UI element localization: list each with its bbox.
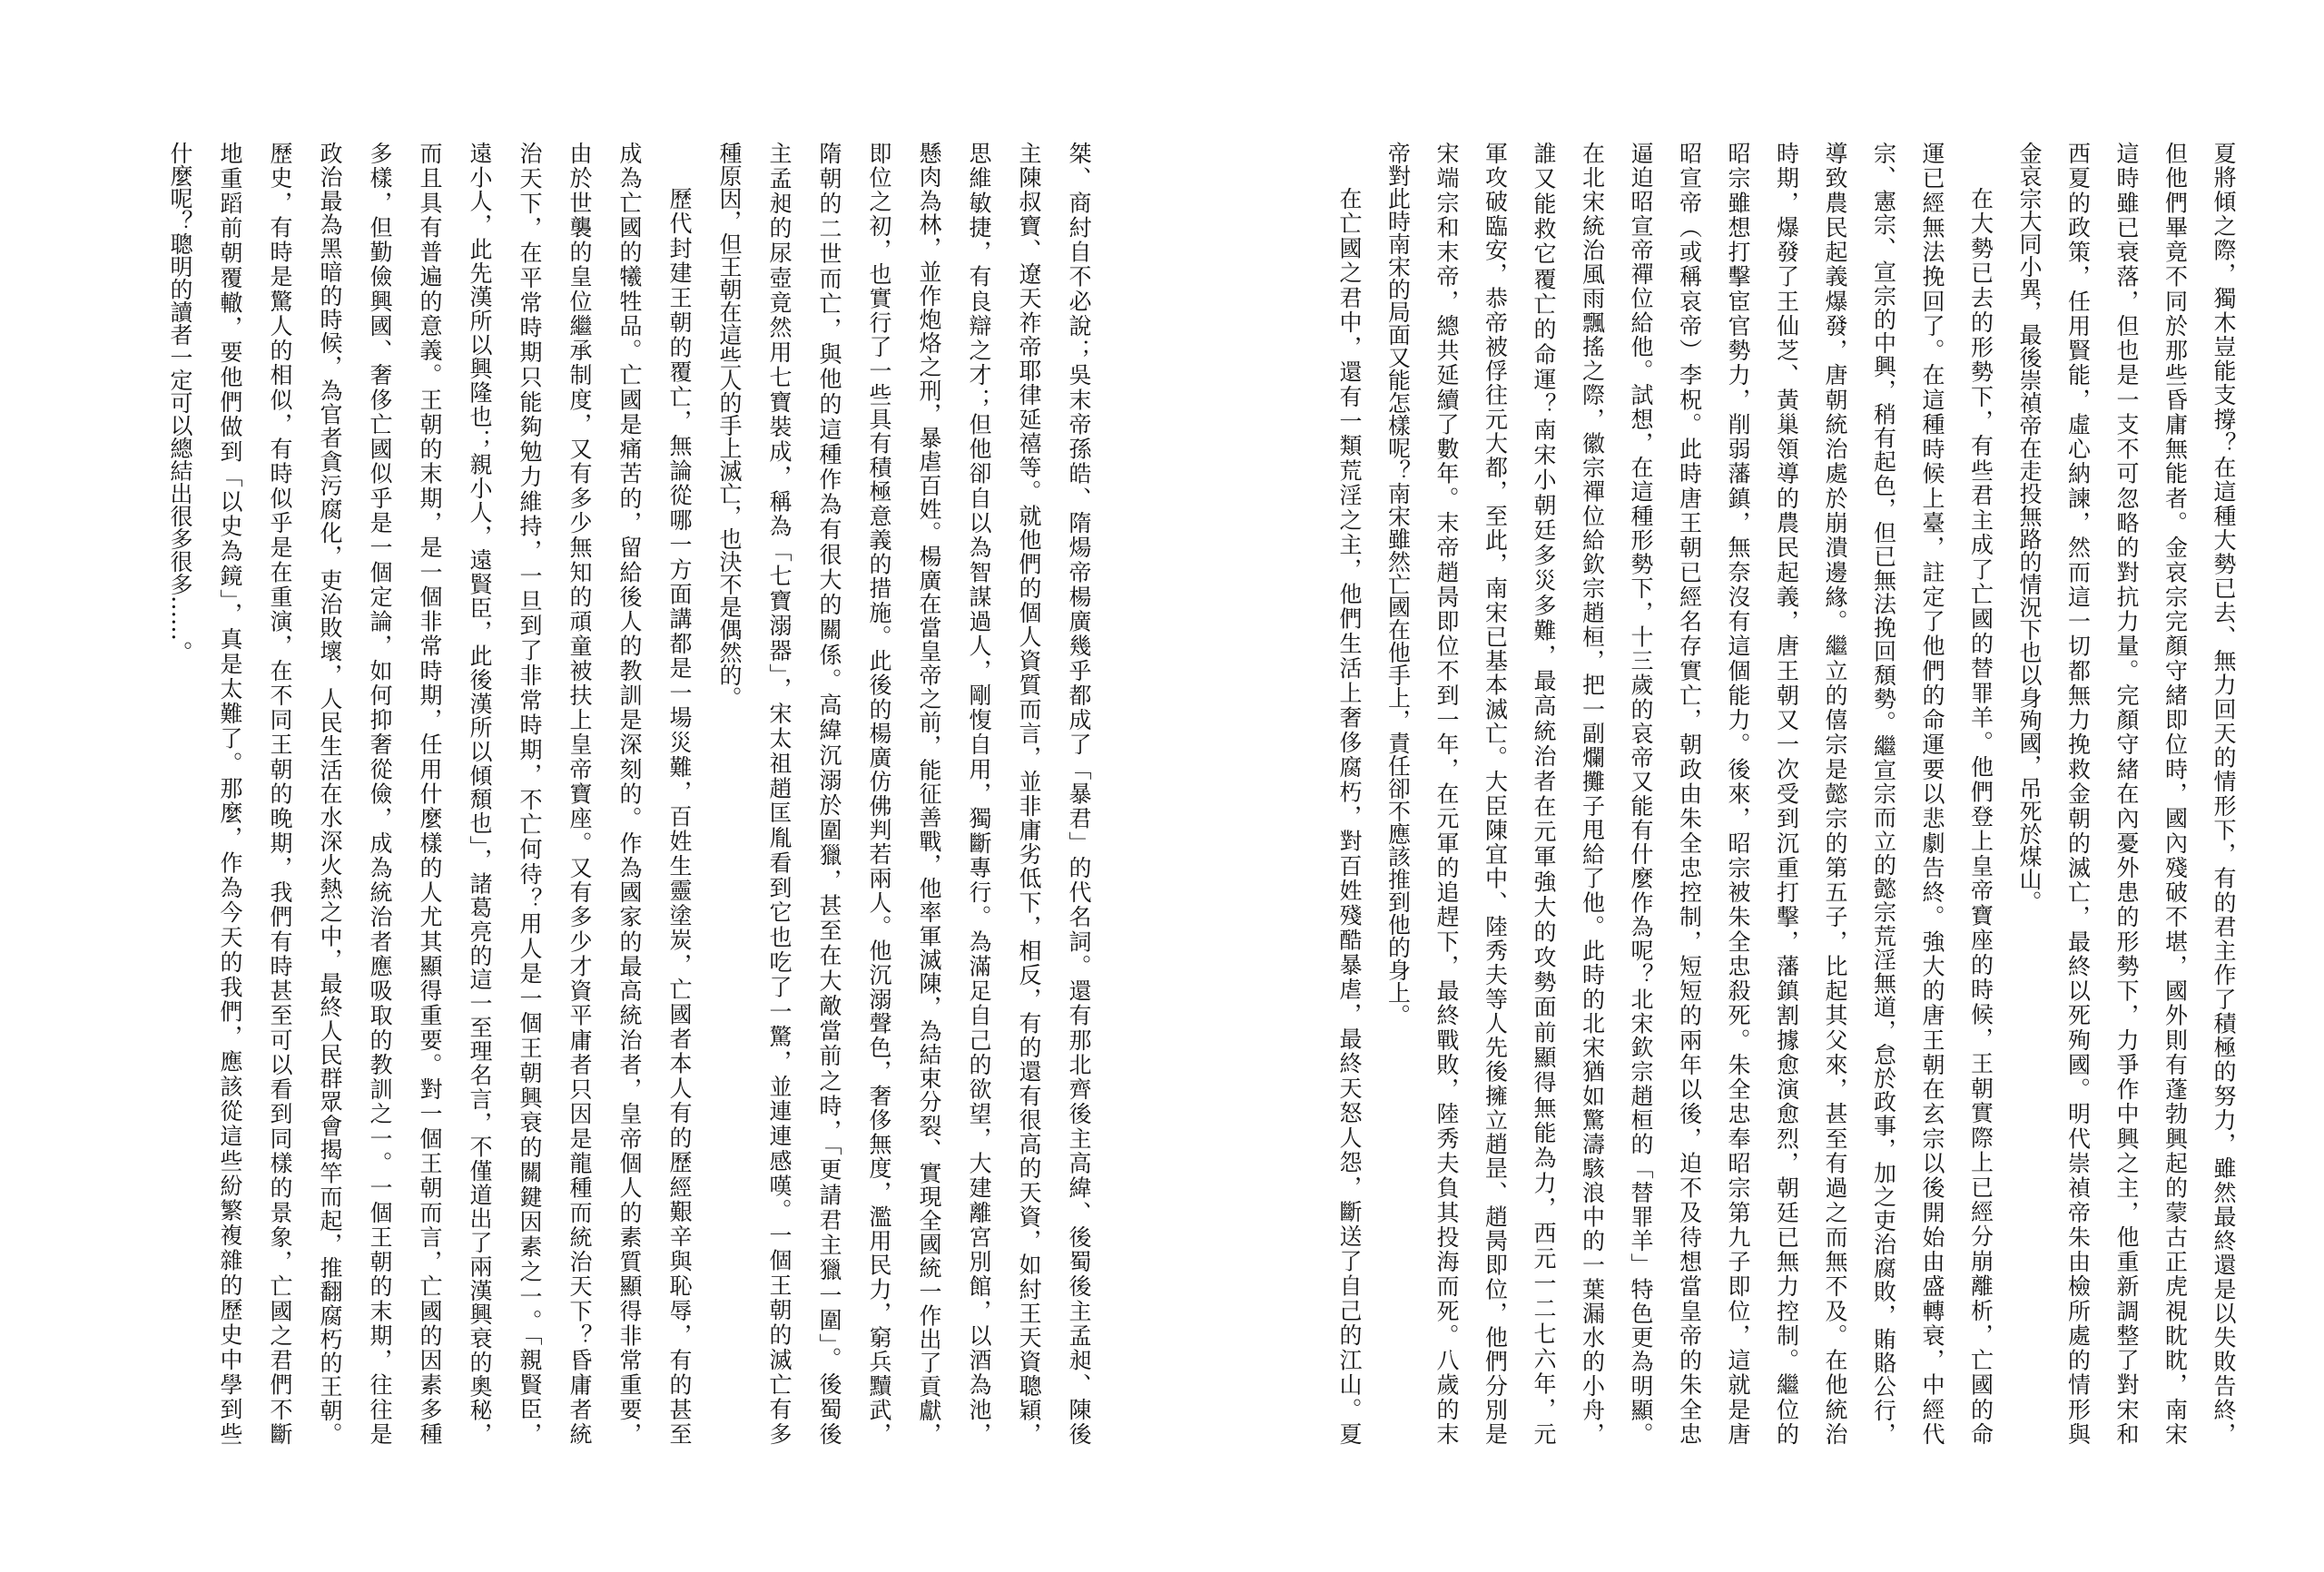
text-column: 成為亡國的犧牲品。亡國是痛苦的，留給後人的教訓是深刻的。作為國家的最高統治者，皇帝個人的素質顯得非常重要， [616,142,643,1445]
text-column: 在大勢已去的形勢下，有些君主成了亡國的替罪羊。他們登上皇帝寶座的時候，王朝實際上已經分崩離析，亡國的命 [1967,187,1994,1445]
text-column: 這時雖已衰落，但也是一支不可忽略的對抗力量。完顏守緒在內憂外患的形勢下，力爭作中興之主，他重新調整了對宋和 [2113,142,2140,1445]
paragraph [1374,142,2005,1445]
text-column: 軍攻破臨安，恭帝被俘往元大都，至此，南宋已基本滅亡。大臣陳宜中、陸秀夫等人先後擁立趙昰、趙昺即位，他們分別是 [1482,142,1509,1445]
text-column: 歷代封建王朝的覆亡，無論從哪一方面講都是一場災難，百姓生靈塗炭，亡國者本人有的歷經艱辛與恥辱，有的甚至 [666,187,693,1445]
paragraph [1325,142,1374,1445]
text-column: 西夏的政策，任用賢能，虛心納諫，然而這一切都無力挽救金朝的滅亡，最終以死殉國。明代崇禎帝朱由檢所處的情形與 [2064,142,2092,1445]
text-column: 金哀宗大同小異，最後崇禎帝在走投無路的情況下也以身殉國，吊死於煤山。 [2016,142,2043,913]
text-column: 地重蹈前朝覆轍，要他們做到「以史為鏡」，真是太難了。那麼，作為今天的我們，應該從這些紛繁複雜的歷史中學到些 [217,142,243,1445]
text-column: 而且具有普遍的意義。王朝的末期，是一個非常時期，任用什麼樣的人尤其顯得重要。對一個王朝而言，亡國的因素多種 [417,142,443,1445]
text-column: 思維敏捷，有良辯之才；但他卻自以為智謀過人，剛愎自用，獨斷專行。為滿足自己的欲望，大建離宮別館，以酒為池， [966,142,992,1445]
text-column: 導致農民起義爆發，唐朝統治處於崩潰邊緣。繼立的僖宗是懿宗的第五子，比起其父來，甚至有過之而無不及。在他統治 [1822,142,1848,1445]
text-column: 由於世襲的皇位繼承制度，又有多少無知的頑童被扶上皇帝寶座。又有多少才資平庸者只因是龍種而統治天下？昏庸者統 [566,142,593,1445]
text-column: 多樣，但勤儉興國、奢侈亡國似乎是一個定論，如何抑奢從儉，成為統治者應吸取的教訓之一。一個王朝的末期，往往是 [367,142,393,1445]
text-column: 在亡國之君中，還有一類荒淫之主，他們生活上奢侈腐朽，對百姓殘酷暴虐，最終天怒人怨，斷送了自己的江山。夏 [1336,187,1363,1445]
text-column: 時期，爆發了王仙芝、黃巢領導的農民起義，唐王朝又一次受到沉重打擊，藩鎮割據愈演愈烈，朝廷已無力控制。繼位的 [1773,142,1800,1445]
text-column: 桀、商紂自不必說；吳末帝孫皓、隋煬帝楊廣幾乎都成了「暴君」的代名詞。還有那北齊後主高緯、後蜀後主孟昶、陳後 [1066,142,1092,1445]
text-column: 宋端宗和末帝，總共延續了數年。末帝趙昺即位不到一年，在元軍的追趕下，最終戰敗，陸秀夫負其投海而死。八歲的末 [1433,142,1460,1445]
text-column: 什麼呢？聰明的讀者一定可以總結出很多很多……。 [167,142,193,663]
text-column: 但他們畢竟不同於那些昏庸無能者。金哀宗完顏守緒即位時，國內殘破不堪，國外則有蓬勃興起的蒙古正虎視眈眈，南宋 [2162,142,2189,1445]
paragraph [704,142,1104,1445]
text-column: 懸肉為林，並作炮烙之刑，暴虐百姓。楊廣在當皇帝之前，能征善戰，他率軍滅陳，為結束分裂、實現全國統一作出了貢獻， [916,142,942,1445]
paragraph [2005,142,2249,1445]
text-column: 宗、憲宗、宣宗的中興，稍有起色，但已無法挽回頹勢。繼宣宗而立的懿宗荒淫無道，怠於政事，加之吏治腐敗，賄賂公行， [1870,142,1897,1445]
text-column: 治天下，在平常時期只能夠勉力維持，一旦到了非常時期，不亡何待？用人是一個王朝興衰的關鍵因素之一。「親賢臣， [517,142,543,1445]
text-column: 政治最為黑暗的時候，為官者貪污腐化，吏治敗壞，人民生活在水深火熱之中，最終人民群眾會揭竿而起，推翻腐朽的王朝。 [317,142,343,1445]
right-page [1324,142,2248,1445]
text-column: 逼迫昭宣帝禪位給他。試想，在這種形勢下，十三歲的哀帝又能有什麼作為呢？北宋欽宗趙桓的「替罪羊」特色更為明顯。 [1628,142,1654,1445]
text-column: 夏將傾之際，獨木豈能支撐？在這種大勢已去、無力回天的情形下，有的君主作了積極的努力，雖然最終還是以失敗告終， [2211,142,2237,1445]
text-column: 遠小人，此先漢所以興隆也；親小人，遠賢臣，此後漢所以傾頹也」，諸葛亮的這一至理名言，不僅道出了兩漢興衰的奧秘， [467,142,493,1445]
text-column: 隋朝的二世而亡，與他的這種作為有很大的關係。高緯沉溺於圍獵，甚至在大敵當前之時，「更請君主獵一圍」。後蜀後 [816,142,842,1445]
text-column: 昭宣帝（或稱哀帝）李柷。此時唐王朝已經名存實亡，朝政由朱全忠控制，短短的兩年以後，迫不及待想當皇帝的朱全忠 [1676,142,1703,1445]
left-page [155,142,1104,1445]
text-column: 在北宋統治風雨飄搖之際，徽宗禪位給欽宗趙桓，把一副爛攤子甩給了他。此時的北宋猶如驚濤駭浪中的一葉漏水的小舟， [1579,142,1606,1445]
text-column: 種原因，但王朝在這些人的手上滅亡，也決不是偶然的。 [716,142,743,709]
text-column: 即位之初，也實行了一些具有積極意義的措施。此後的楊廣仿佛判若兩人。他沉溺聲色，奢侈無度，濫用民力，窮兵黷武， [866,142,892,1445]
text-column: 誰又能救它覆亡的命運？南宋小朝廷多災多難，最高統治者在元軍強大的攻勢面前顯得無能為力，西元一二七六年，元 [1531,142,1557,1445]
text-column: 主孟昶的尿壺竟然用七寶裝成，稱為「七寶溺器」，宋太祖趙匡胤看到它也吃了一驚，並連連感嘆。一個王朝的滅亡有多 [766,142,793,1445]
text-column: 昭宗雖想打擊宦官勢力，削弱藩鎮，無奈沒有這個能力。後來，昭宗被朱全忠殺死。朱全忠奉昭宗第九子即位，這就是唐 [1725,142,1751,1445]
text-column: 主陳叔寶、遼天祚帝耶律延禧等。就他們的個人資質而言，並非庸劣低下，相反，有的還有很高的天資，如紂王天資聰穎， [1016,142,1042,1445]
text-column: 運已經無法挽回了。在這種時候上臺，註定了他們的命運要以悲劇告終。強大的唐王朝在玄宗以後開始由盛轉衰，中經代 [1919,142,1945,1445]
text-column: 帝對此時南宋的局面又能怎樣呢？南宋雖然亡國在他手上，責任卻不應該推到他的身上。 [1384,142,1412,1027]
paragraph [155,142,704,1445]
text-column: 歷史，有時是驚人的相似，有時似乎是在重演，在不同王朝的晚期，我們有時甚至可以看到同樣的景象，亡國之君們不斷 [267,142,293,1445]
